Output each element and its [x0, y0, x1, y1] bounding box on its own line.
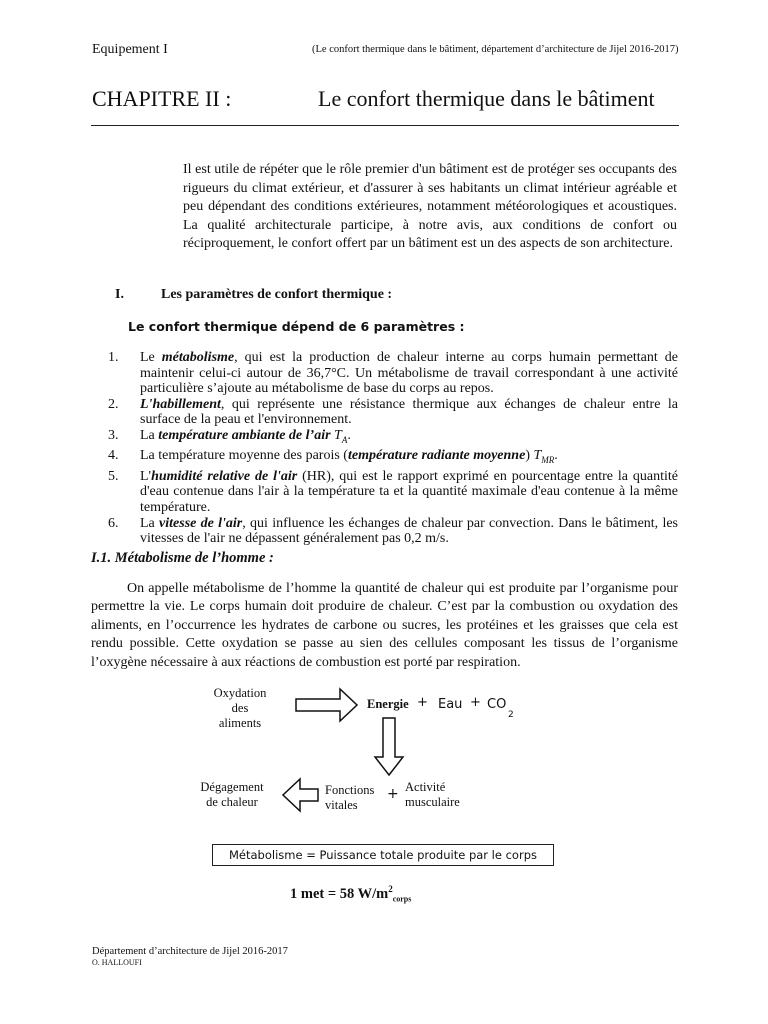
plus-sign: + [387, 786, 399, 802]
section-subheading: Le confort thermique dépend de 6 paramètres : [128, 319, 465, 334]
down-arrow-icon [375, 718, 403, 775]
plus-sign: + [470, 695, 481, 710]
section-number: I. [115, 287, 124, 302]
oxydation-label: Oxydation des aliments [213, 686, 267, 730]
right-arrow-icon [296, 689, 357, 721]
footer-author: O. HALLOUFI [92, 958, 142, 967]
header-document-subtitle: (Le confort thermique dans le bâtiment, département d’architecture de Jijel 2016-2017) [312, 44, 679, 55]
subsection-title: I.1. Métabolisme de l’homme : [91, 550, 274, 566]
header-course-title: Equipement I [92, 42, 168, 57]
param-term: L'habillement [140, 396, 221, 412]
param-term: vitesse de l'air [159, 515, 243, 531]
fonctions-label: Fonctions vitales [325, 783, 375, 812]
met-unit-definition: 1 met = 58 $W/m^2_{corps}$ [290, 884, 412, 904]
list-item: 5. L'humidité relative de l'air (HR), qui est le rapport exprimé en pourcentage entre la quantité d'eau contenue dans l'air à la température ta et la quantité maximale d'eau contenue à la même température. [108, 468, 679, 515]
chapter-title: Le confort thermique dans le bâtiment [318, 86, 655, 111]
metabolism-paragraph: On appelle métabolisme de l’homme la quantité de chaleur qui est produite par l’organisme pour permettre la vie. Le corps humain doit produire de chaleur. C’est par la combustion ou oxydation des aliments, en l’occurrence les hydrates de carbone ou sucres, les protéines et les graisses que cela est rendu possible. Cette oxydation se passe au sien des cellules composant les tissus de l’organisme l’oxygène nécessaire à aux réactions de combustion est porté par respiration. [91, 581, 678, 670]
activite-label: Activité musculaire [405, 780, 460, 809]
param-term: humidité relative de l'air [151, 468, 298, 484]
eau-label: Eau [438, 697, 463, 712]
list-item: 6. La vitesse de l'air, qui influence les échanges de chaleur par convection. Dans le bâtiment, les vitesses de l'air ne dépassent généralement pas 0,2 m/s. [108, 515, 678, 547]
list-item: 4. La température moyenne des parois (température radiante moyenne) $T_{MR}$. [108, 448, 558, 466]
plus-sign: + [417, 695, 428, 710]
section-title: Les paramètres de confort thermique : [161, 287, 393, 302]
co2-label: CO [487, 697, 507, 712]
left-arrow-icon [283, 779, 318, 811]
list-item: 3. La température ambiante de l’air $T_A$. [108, 427, 351, 445]
intro-paragraph: Il est utile de répéter que le rôle premier d'un bâtiment est de protéger ses occupants des rigueurs du climat extérieur, et d'assurer à ses habitants un climat intérieur agréable et peu dépendant des conditions extérieures, notamment météorologiques et acoustiques. La qualité architecturale participe, à notre avis, aux conditions de confort ou réciproquement, le confort offert par un bâtiment est un des aspects de son architecture. [183, 162, 677, 252]
param-term: température radiante moyenne [347, 448, 526, 464]
param-term: métabolisme [161, 350, 235, 365]
metabolism-formula-box: Métabolisme = Puissance totale produite par le corps [212, 844, 554, 866]
param-term: température ambiante de l’air [158, 427, 331, 443]
footer-department: Département d’architecture de Jijel 2016-2017 [92, 946, 288, 957]
energie-label: Energie [367, 697, 409, 711]
chapter-label: CHAPITRE II : [92, 86, 232, 111]
degagement-label: Dégagement de chaleur [200, 780, 264, 809]
list-item: 1. Le métabolisme, qui est la production de chaleur interne au corps humain permettant de maintenir celui-ci autour de 36,7°C. Un métabolisme de travail correspondant à une activité particulière s’ajoute au métabolisme de base du corps au repos. [108, 350, 678, 397]
list-item: 2. L'habillement, qui représente une résistance thermique aux échanges de chaleur entre la surface de la peau et l'environnement. [108, 396, 678, 428]
co2-subscript: 2 [508, 710, 514, 720]
